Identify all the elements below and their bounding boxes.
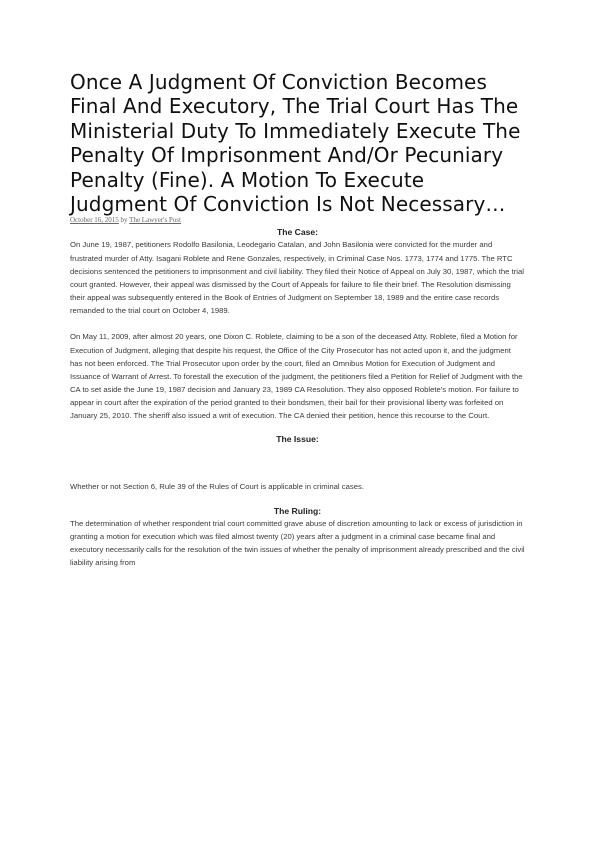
ruling-heading: The Ruling: — [273, 505, 322, 516]
article-byline — [70, 216, 525, 225]
article — [70, 70, 525, 569]
author-link[interactable]: The Lawyer's Post — [129, 216, 181, 225]
case-heading: The Case: — [276, 227, 319, 238]
ruling-paragraph: The determination of whether respondent trial court committed grave abuse of discretion amounting to lack or excess of jurisdiction in granting a motion for execution which was filed almost twenty (20) years after a judgment in a criminal case became final and executory necessarily calls for the resolution of the twin issues of whether the penalty of imprisonment already prescribed and the civil liability arising from — [70, 518, 525, 568]
issue-paragraph: Whether or not Section 6, Rule 39 of the Rules of Court is applicable in criminal cases. — [70, 482, 364, 492]
post-date-link[interactable]: October 16, 2015 — [70, 216, 119, 225]
article-title: Once A Judgment Of Conviction Becomes Final And Executory, The Trial Court Has The Ministerial Duty To Immediately Execute The Penalty Of Imprisonment And/Or Pecuniary Penalty (Fine). A Motion To Execute Judgment Of Conviction Is Not Necessary… — [70, 70, 521, 217]
case-paragraph-2: On May 11, 2009, after almost 20 years, one Dixon C. Roblete, claiming to be a son of the deceased Atty. Roblete, filed a Motion for Execution of Judgment, alleging that despite his request, the Office of the City Prosecutor has not acted upon it, and the judgment has not been enforced. The Trial Prosecutor upon order by the court, filed an Omnibus Motion for Execution of Judgment and Issuance of Warrant of Arrest. To forestall the execution of the judgment, the petitioners filed a Petition for Relief of Judgment with the CA to set aside the June 19, 1987 decision and January 23, 1989 CA Resolution. They also opposed Roblete's motion. For failure to appear in court after the expiration of the period granted to their bondsmen, their bail for their provisional liberty was forfeited on January 25, 2010. The sheriff also issued a writ of execution. The CA denied their petition, hence this recourse to the Court. — [70, 332, 523, 421]
issue-heading: The Issue: — [276, 434, 319, 445]
byline-separator: by — [118, 216, 130, 225]
case-paragraph-1: On June 19, 1987, petitioners Rodolfo Basilonia, Leodegario Catalan, and John Basilonia were convicted for the murder and frustrated murder of Atty. Isagani Roblete and Rene Gonzales, respectively, in Criminal Case Nos. 1773, 1774 and 1775. The RTC decisions sentenced the petitioners to imprisonment and civil liability. They filed their Notice of Appeal on July 30, 1987, which the trial court granted. However, their appeal was dismissed by the Court of Appeals for failure to file their brief. The Resolution dismissing their appeal was subsequently entered in the Book of Entries of Judgment on September 18, 1989 and the entire case records remanded to the trial court on October 4, 1989. — [70, 240, 524, 316]
